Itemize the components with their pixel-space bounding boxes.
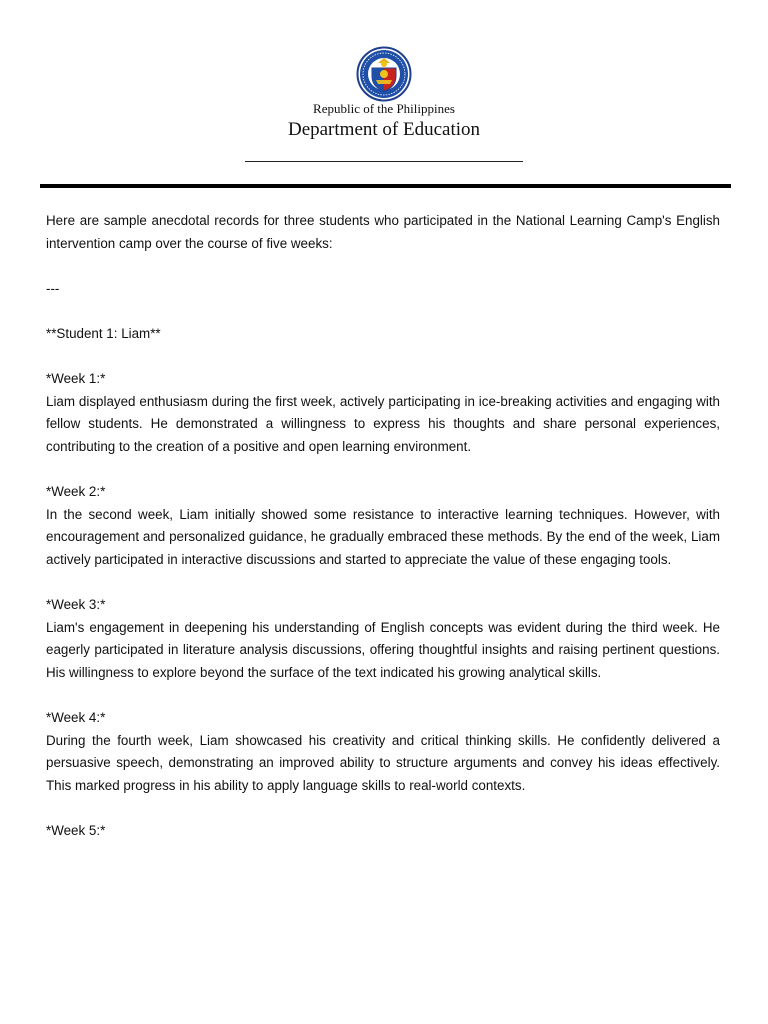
week-paragraph: Liam displayed enthusiasm during the first week, actively participating in ice-breaking activities and engaging with fellow students. He demonstrated a willingness to express his thoughts and share personal experiences, contributing to the creation of a positive and open learning environment. (46, 393, 720, 454)
week-label: *Week 3:* (46, 597, 106, 613)
letterhead (0, 0, 768, 190)
week-label: *Week 1:* (46, 371, 106, 387)
republic-heading: Republic of the Philippines (313, 101, 455, 116)
separator-text: --- (46, 280, 60, 296)
document-body (46, 210, 720, 843)
week-label: *Week 5:* (46, 823, 106, 839)
intro-paragraph: Here are sample anecdotal records for three students who participated in the National Learning Camp's English intervention camp over the course of five weeks: (46, 213, 720, 251)
header-rule (40, 184, 731, 188)
week-label: *Week 2:* (46, 484, 106, 500)
week-paragraph: Liam's engagement in deepening his understanding of English concepts was evident during the third week. He eagerly participated in literature analysis discussions, offering thoughtful insights and raising pertinent questions. His willingness to explore beyond the surface of the text indicated his growing analytical skills. (46, 619, 720, 680)
student-heading: **Student 1: Liam** (46, 325, 161, 341)
deped-seal-logo (347, 46, 421, 102)
header-underline (245, 161, 523, 162)
department-heading: Department of Education (287, 119, 481, 140)
week-paragraph: In the second week, Liam initially showed some resistance to interactive learning techniques. However, with encouragement and personalized guidance, he gradually embraced these methods. By the end of the week, Liam actively participated in interactive discussions and started to appreciate the value of these engaging tools. (46, 506, 720, 567)
week-label: *Week 4:* (46, 710, 106, 726)
week-paragraph: During the fourth week, Liam showcased his creativity and critical thinking skills. He confidently delivered a persuasive speech, demonstrating an improved ability to structure arguments and convey his ideas effectively. This marked progress in his ability to apply language skills to real-world contexts. (46, 732, 720, 793)
